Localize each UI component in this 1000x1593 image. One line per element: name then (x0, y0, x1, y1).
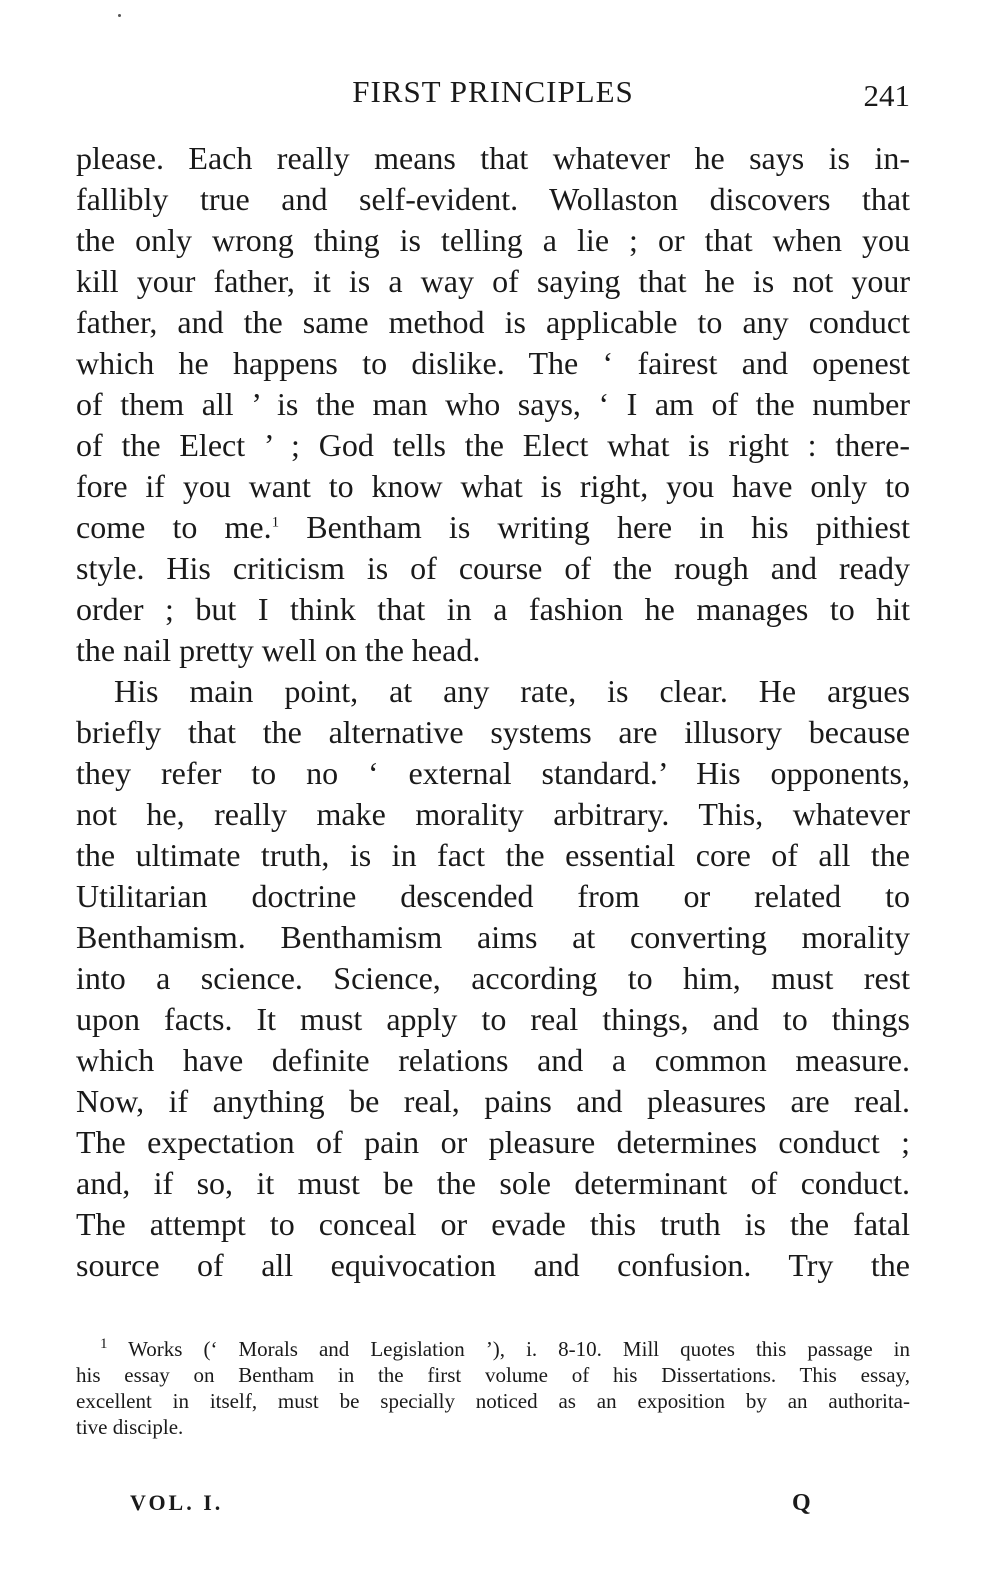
running-head (76, 70, 910, 114)
text-line: of them all ’ is the man who says, ‘ I am of the number (76, 386, 910, 422)
text-line: of the Elect ’ ; God tells the Elect what is right : there- (76, 427, 910, 463)
text-line: The expectation of pain or pleasure determines conduct ; (76, 1124, 910, 1160)
footnote-line: his essay on Bentham in the first volume of his Dissertations. This essay, (76, 1363, 910, 1387)
text-line: fore if you want to know what is right, you have only to (76, 468, 910, 504)
text-line: briefly that the alternative systems are illusory because (76, 714, 910, 750)
text-line: Now, if anything be real, pains and pleasures are real. (76, 1083, 910, 1119)
page-number: 241 (863, 78, 910, 113)
footnote-text: Works (‘ Morals and Legislation ’), i. 8-10. Mill quotes this passage in (107, 1337, 910, 1361)
signature-mark: Q (792, 1490, 811, 1516)
text-line: upon facts. It must apply to real things, and to things (76, 1001, 910, 1037)
text-segment: come to me. (76, 509, 272, 545)
text-line: and, if so, it must be the sole determinant of conduct. (76, 1165, 910, 1201)
text-segment: Bentham is writing here in his pithiest (279, 509, 911, 545)
body-text (76, 138, 910, 1286)
text-line-with-footnote-ref (76, 507, 910, 548)
text-line: Benthamism. Benthamism aims at converting morality (76, 919, 910, 955)
footnote-reference: 1 (271, 514, 280, 531)
text-line: the nail pretty well on the head. (76, 632, 481, 668)
footnote-line (76, 1336, 910, 1362)
text-line: into a science. Science, according to him, must rest (76, 960, 910, 996)
signature-line (130, 1490, 830, 1524)
footnote-line: excellent in itself, must be specially noticed as an exposition by an authorita- (76, 1389, 910, 1413)
running-title: FIRST PRINCIPLES (352, 74, 634, 109)
text-line: please. Each really means that whatever he says is in- (76, 140, 910, 176)
text-line: fallibly true and self-evident. Wollaston discovers that (76, 181, 910, 217)
text-line: which he happens to dislike. The ‘ fairest and openest (76, 345, 910, 381)
text-line: order ; but I think that in a fashion he manages to hit (76, 591, 910, 627)
footnote-marker: 1 (100, 1336, 108, 1352)
text-line: they refer to no ‘ external standard.’ His opponents, (76, 755, 910, 791)
text-line: Utilitarian doctrine descended from or related to (76, 878, 910, 914)
text-line: kill your father, it is a way of saying that he is not your (76, 263, 910, 299)
paragraph-start-line: His main point, at any rate, is clear. He argues (114, 673, 910, 709)
text-line: The attempt to conceal or evade this truth is the fatal (76, 1206, 910, 1242)
print-speck (118, 14, 121, 17)
text-line: source of all equivocation and confusion. Try the (76, 1247, 910, 1283)
text-line: the ultimate truth, is in fact the essential core of all the (76, 837, 910, 873)
text-line: the only wrong thing is telling a lie ; or that when you (76, 222, 910, 258)
text-line: which have definite relations and a common measure. (76, 1042, 910, 1078)
footnote (76, 1336, 910, 1440)
footnote-line: tive disciple. (76, 1415, 184, 1439)
text-line: father, and the same method is applicable to any conduct (76, 304, 910, 340)
text-line: not he, really make morality arbitrary. This, whatever (76, 796, 910, 832)
text-line: style. His criticism is of course of the rough and ready (76, 550, 910, 586)
volume-mark: VOL. I. (130, 1490, 224, 1515)
